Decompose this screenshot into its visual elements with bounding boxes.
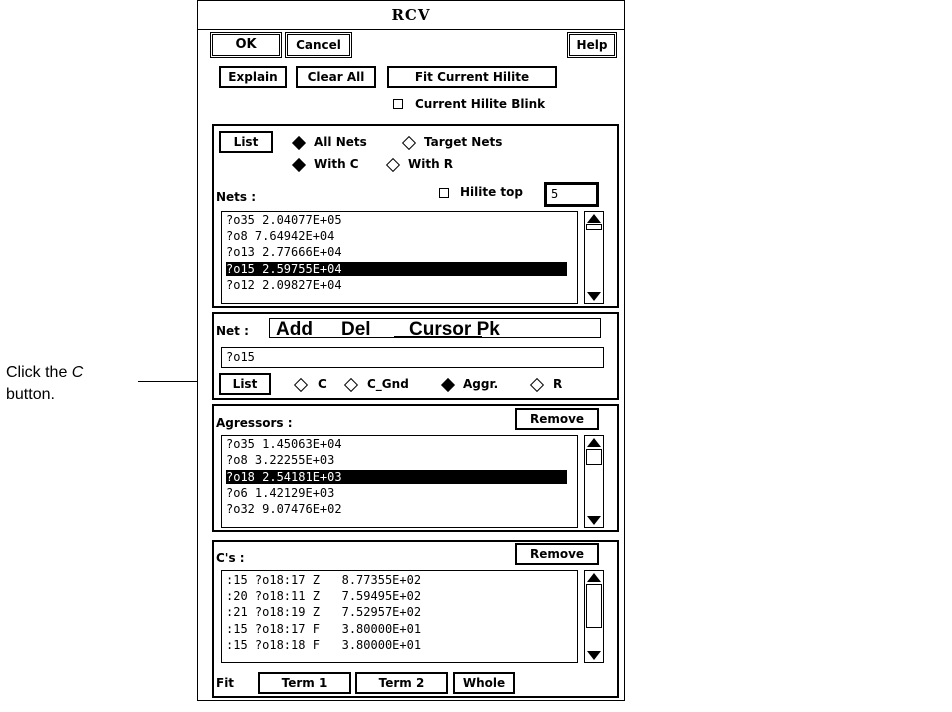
annotation-text bbox=[6, 362, 83, 406]
agressors-remove-button[interactable]: Remove bbox=[515, 408, 599, 430]
list-item-selected[interactable]: ?o18 2.54181E+03 bbox=[226, 470, 567, 484]
scroll-up-icon[interactable] bbox=[587, 438, 601, 447]
target-nets-label: Target Nets bbox=[424, 135, 503, 149]
net-input[interactable]: ?o15 bbox=[221, 347, 604, 368]
hilite-top-checkbox[interactable] bbox=[439, 188, 449, 198]
agressors-panel bbox=[212, 404, 619, 532]
list-item[interactable]: :15 ?o18:17 Z 8.77355E+02 bbox=[226, 573, 422, 587]
scroll-down-icon[interactable] bbox=[587, 292, 601, 301]
cancel-button[interactable]: Cancel bbox=[285, 32, 352, 58]
aggr-radio[interactable] bbox=[441, 378, 455, 392]
with-c-label: With C bbox=[314, 157, 359, 171]
agressors-list[interactable] bbox=[221, 435, 578, 528]
annotation-line1: Click the bbox=[6, 364, 72, 381]
fit-label: Fit bbox=[216, 676, 235, 690]
list-item[interactable]: :15 ?o18:17 F 3.80000E+01 bbox=[226, 622, 422, 636]
with-r-label: With R bbox=[408, 157, 454, 171]
nets-scrollbar[interactable] bbox=[584, 211, 604, 304]
cs-panel bbox=[212, 540, 619, 698]
c-gnd-label: C_Gnd bbox=[367, 377, 409, 391]
net-label: Net : bbox=[216, 324, 249, 338]
all-nets-label: All Nets bbox=[314, 135, 367, 149]
list-item[interactable]: ?o12 2.09827E+04 bbox=[226, 278, 342, 292]
whole-button[interactable]: Whole bbox=[453, 672, 515, 694]
ok-button[interactable]: OK bbox=[210, 32, 282, 58]
nets-panel bbox=[212, 124, 619, 308]
all-nets-radio[interactable] bbox=[292, 136, 306, 150]
list-item-selected[interactable]: ?o15 2.59755E+04 bbox=[226, 262, 567, 276]
current-hilite-blink-label: Current Hilite Blink bbox=[415, 97, 546, 111]
cs-list[interactable] bbox=[221, 570, 578, 663]
scroll-thumb[interactable] bbox=[586, 584, 602, 628]
list-item[interactable]: ?o8 3.22255E+03 bbox=[226, 453, 335, 467]
fit-current-hilite-button[interactable]: Fit Current Hilite bbox=[387, 66, 557, 88]
scroll-down-icon[interactable] bbox=[587, 516, 601, 525]
hilite-top-input[interactable]: 5 bbox=[544, 182, 599, 207]
add-button[interactable]: Add bbox=[276, 319, 313, 340]
c-gnd-radio[interactable] bbox=[344, 378, 358, 392]
annotation-line2: button. bbox=[6, 386, 55, 403]
hilite-top-label: Hilite top bbox=[460, 185, 524, 199]
c-label: C bbox=[318, 377, 327, 391]
list-item[interactable]: ?o6 1.42129E+03 bbox=[226, 486, 335, 500]
list-item[interactable]: ?o32 9.07476E+02 bbox=[226, 502, 342, 516]
annotation-c: C bbox=[71, 364, 84, 381]
term1-button[interactable]: Term 1 bbox=[258, 672, 351, 694]
nets-label: Nets : bbox=[216, 190, 257, 204]
agressors-label: Agressors : bbox=[216, 416, 293, 430]
list-item[interactable]: ?o13 2.77666E+04 bbox=[226, 245, 342, 259]
window-title: RCV bbox=[198, 1, 624, 30]
cs-scrollbar[interactable] bbox=[584, 570, 604, 663]
list-item[interactable]: ?o35 1.45063E+04 bbox=[226, 437, 342, 451]
aggr-label: Aggr. bbox=[463, 377, 499, 391]
nets-list-button[interactable]: List bbox=[219, 131, 273, 153]
rcv-window bbox=[197, 0, 625, 701]
with-c-radio[interactable] bbox=[292, 158, 306, 172]
current-hilite-blink-checkbox[interactable] bbox=[393, 99, 403, 109]
r-radio[interactable] bbox=[530, 378, 544, 392]
term2-button[interactable]: Term 2 bbox=[355, 672, 448, 694]
scroll-down-icon[interactable] bbox=[587, 651, 601, 660]
list-item[interactable]: :15 ?o18:18 F 3.80000E+01 bbox=[226, 638, 422, 652]
scroll-thumb[interactable] bbox=[586, 449, 602, 465]
c-radio[interactable] bbox=[294, 378, 308, 392]
clear-all-button[interactable]: Clear All bbox=[296, 66, 376, 88]
list-item[interactable]: :21 ?o18:19 Z 7.52957E+02 bbox=[226, 605, 422, 619]
del-button[interactable]: Del bbox=[341, 319, 371, 340]
net-panel bbox=[212, 312, 619, 400]
cursor-pk-button[interactable]: Cursor Pk bbox=[409, 319, 500, 340]
scroll-up-icon[interactable] bbox=[587, 214, 601, 223]
help-button[interactable]: Help bbox=[567, 32, 617, 58]
scroll-thumb[interactable] bbox=[586, 224, 602, 230]
nets-list[interactable] bbox=[221, 211, 578, 304]
agressors-scrollbar[interactable] bbox=[584, 435, 604, 528]
cs-remove-button[interactable]: Remove bbox=[515, 543, 599, 565]
explain-button[interactable]: Explain bbox=[219, 66, 287, 88]
target-nets-radio[interactable] bbox=[402, 136, 416, 150]
list-item[interactable]: ?o35 2.04077E+05 bbox=[226, 213, 342, 227]
scroll-up-icon[interactable] bbox=[587, 573, 601, 582]
list-item[interactable]: ?o8 7.64942E+04 bbox=[226, 229, 335, 243]
r-label: R bbox=[553, 377, 563, 391]
net-list-button[interactable]: List bbox=[219, 373, 271, 395]
cs-label: C's : bbox=[216, 551, 245, 565]
with-r-radio[interactable] bbox=[386, 158, 400, 172]
list-item[interactable]: :20 ?o18:11 Z 7.59495E+02 bbox=[226, 589, 422, 603]
